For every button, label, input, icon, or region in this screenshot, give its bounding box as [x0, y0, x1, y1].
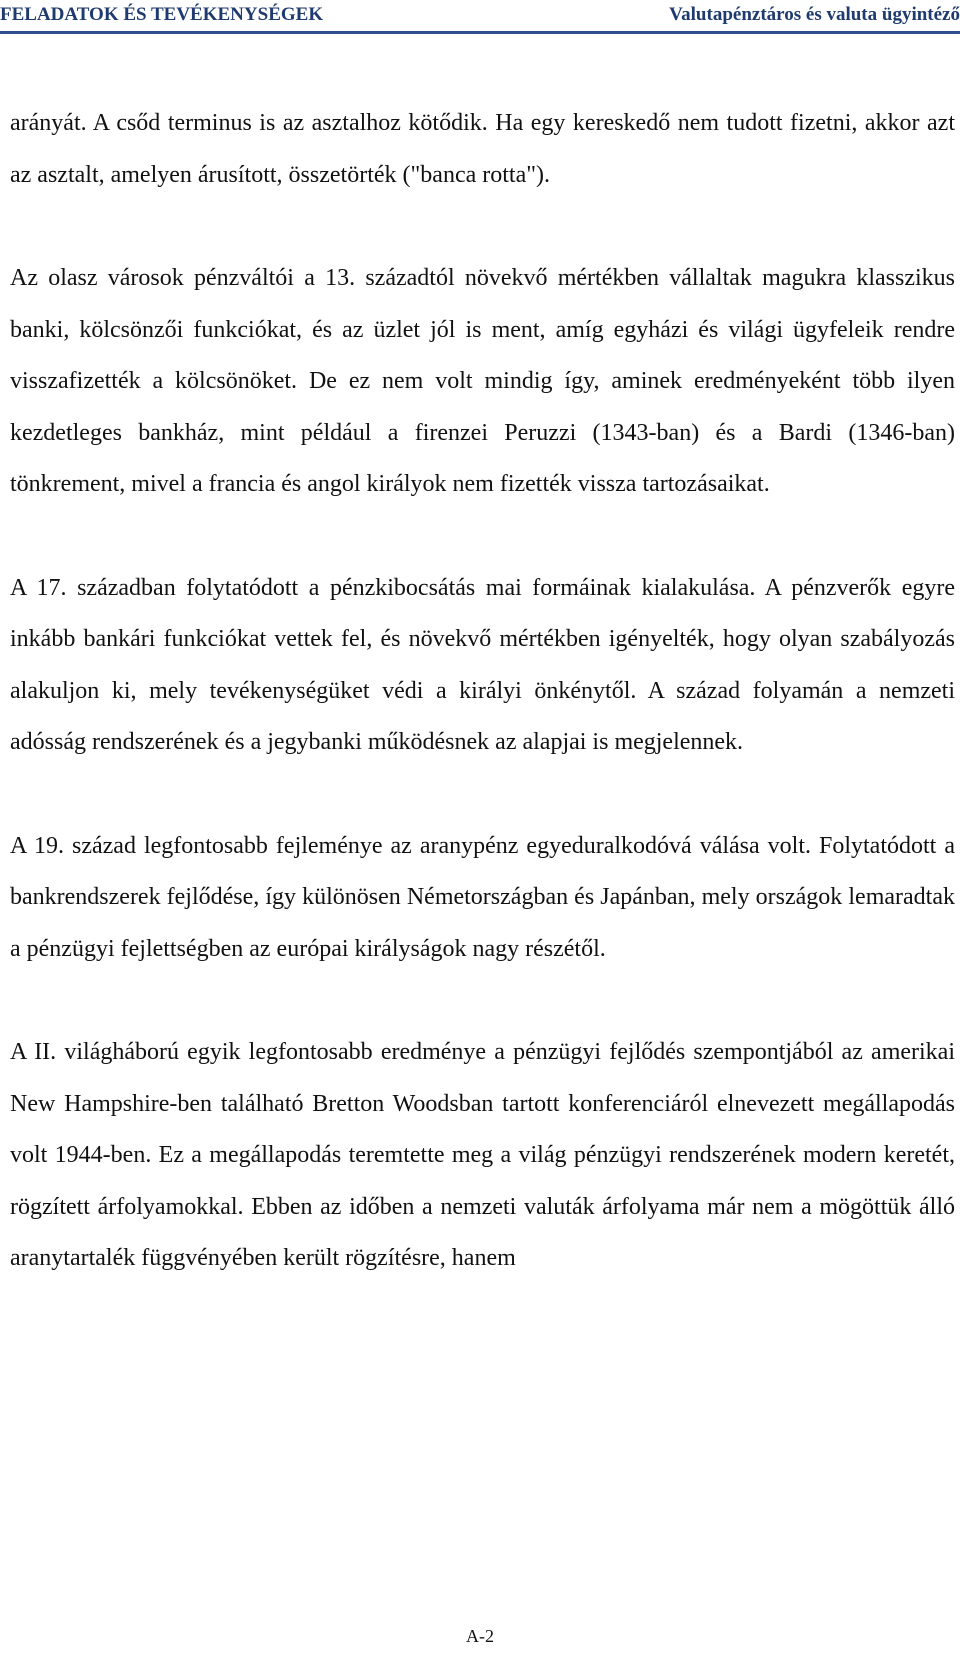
paragraph-5: A II. világháború egyik legfontosabb eredménye a pénzügyi fejlődés szempontjából az amerikai New Hampshire-ben található Bretton Woodsban tartott konferenciáról elnevezett megállapodás volt 1944-ben. Ez a megállapodás teremtette meg a világ pénzügyi rendszerének modern keretét, rögzített árfolyamokkal. Ebben az időben a nemzeti valuták árfolyama már nem a mögöttük álló aranytartalék függvényében került rögzítésre, hanem — [10, 1039, 955, 1271]
page-body — [10, 98, 955, 1337]
header-document-title: Valutapénztáros és valuta ügyintéző — [669, 4, 960, 25]
paragraph-2: Az olasz városok pénzváltói a 13. századtól növekvő mértékben vállaltak magukra klasszikus banki, kölcsönzői funkciókat, és az üzlet jól is ment, amíg egyházi és világi ügyfeleik rendre visszafizették a kölcsönöket. De ez nem volt mindig így, aminek eredményeként több ilyen kezdetleges bankház, mint például a firenzei Peruzzi (1343-ban) és a Bardi (1346-ban) tönkrement, mivel a francia és angol királyok nem fizették vissza tartozásaikat. — [10, 265, 955, 497]
page-number: A-2 — [466, 1626, 494, 1646]
paragraph-3: A 17. században folytatódott a pénzkibocsátás mai formáinak kialakulása. A pénzverők egyre inkább bankári funkciókat vettek fel, és növekvő mértékben igényelték, hogy olyan szabályozás alakuljon ki, mely tevékenységüket védi a királyi önkénytől. A század folyamán a nemzeti adósság rendszerének és a jegybanki működésnek az alapjai is megjelennek. — [10, 574, 955, 755]
page-header — [0, 0, 960, 34]
paragraph-4: A 19. század legfontosabb fejleménye az aranypénz egyeduralkodóvá válása volt. Folytatódott a bankrendszerek fejlődése, így különösen Németországban és Japánban, mely országok lemaradtak a pénzügyi fejlettségben az európai királyságok nagy részétől. — [10, 832, 955, 962]
paragraph-1: arányát. A csőd terminus is az asztalhoz kötődik. Ha egy kereskedő nem tudott fizetni, akkor azt az asztalt, amelyen árusított, összetörték ("banca rotta"). — [10, 110, 955, 188]
header-section-title: FELADATOK ÉS TEVÉKENYSÉGEK — [0, 4, 324, 25]
